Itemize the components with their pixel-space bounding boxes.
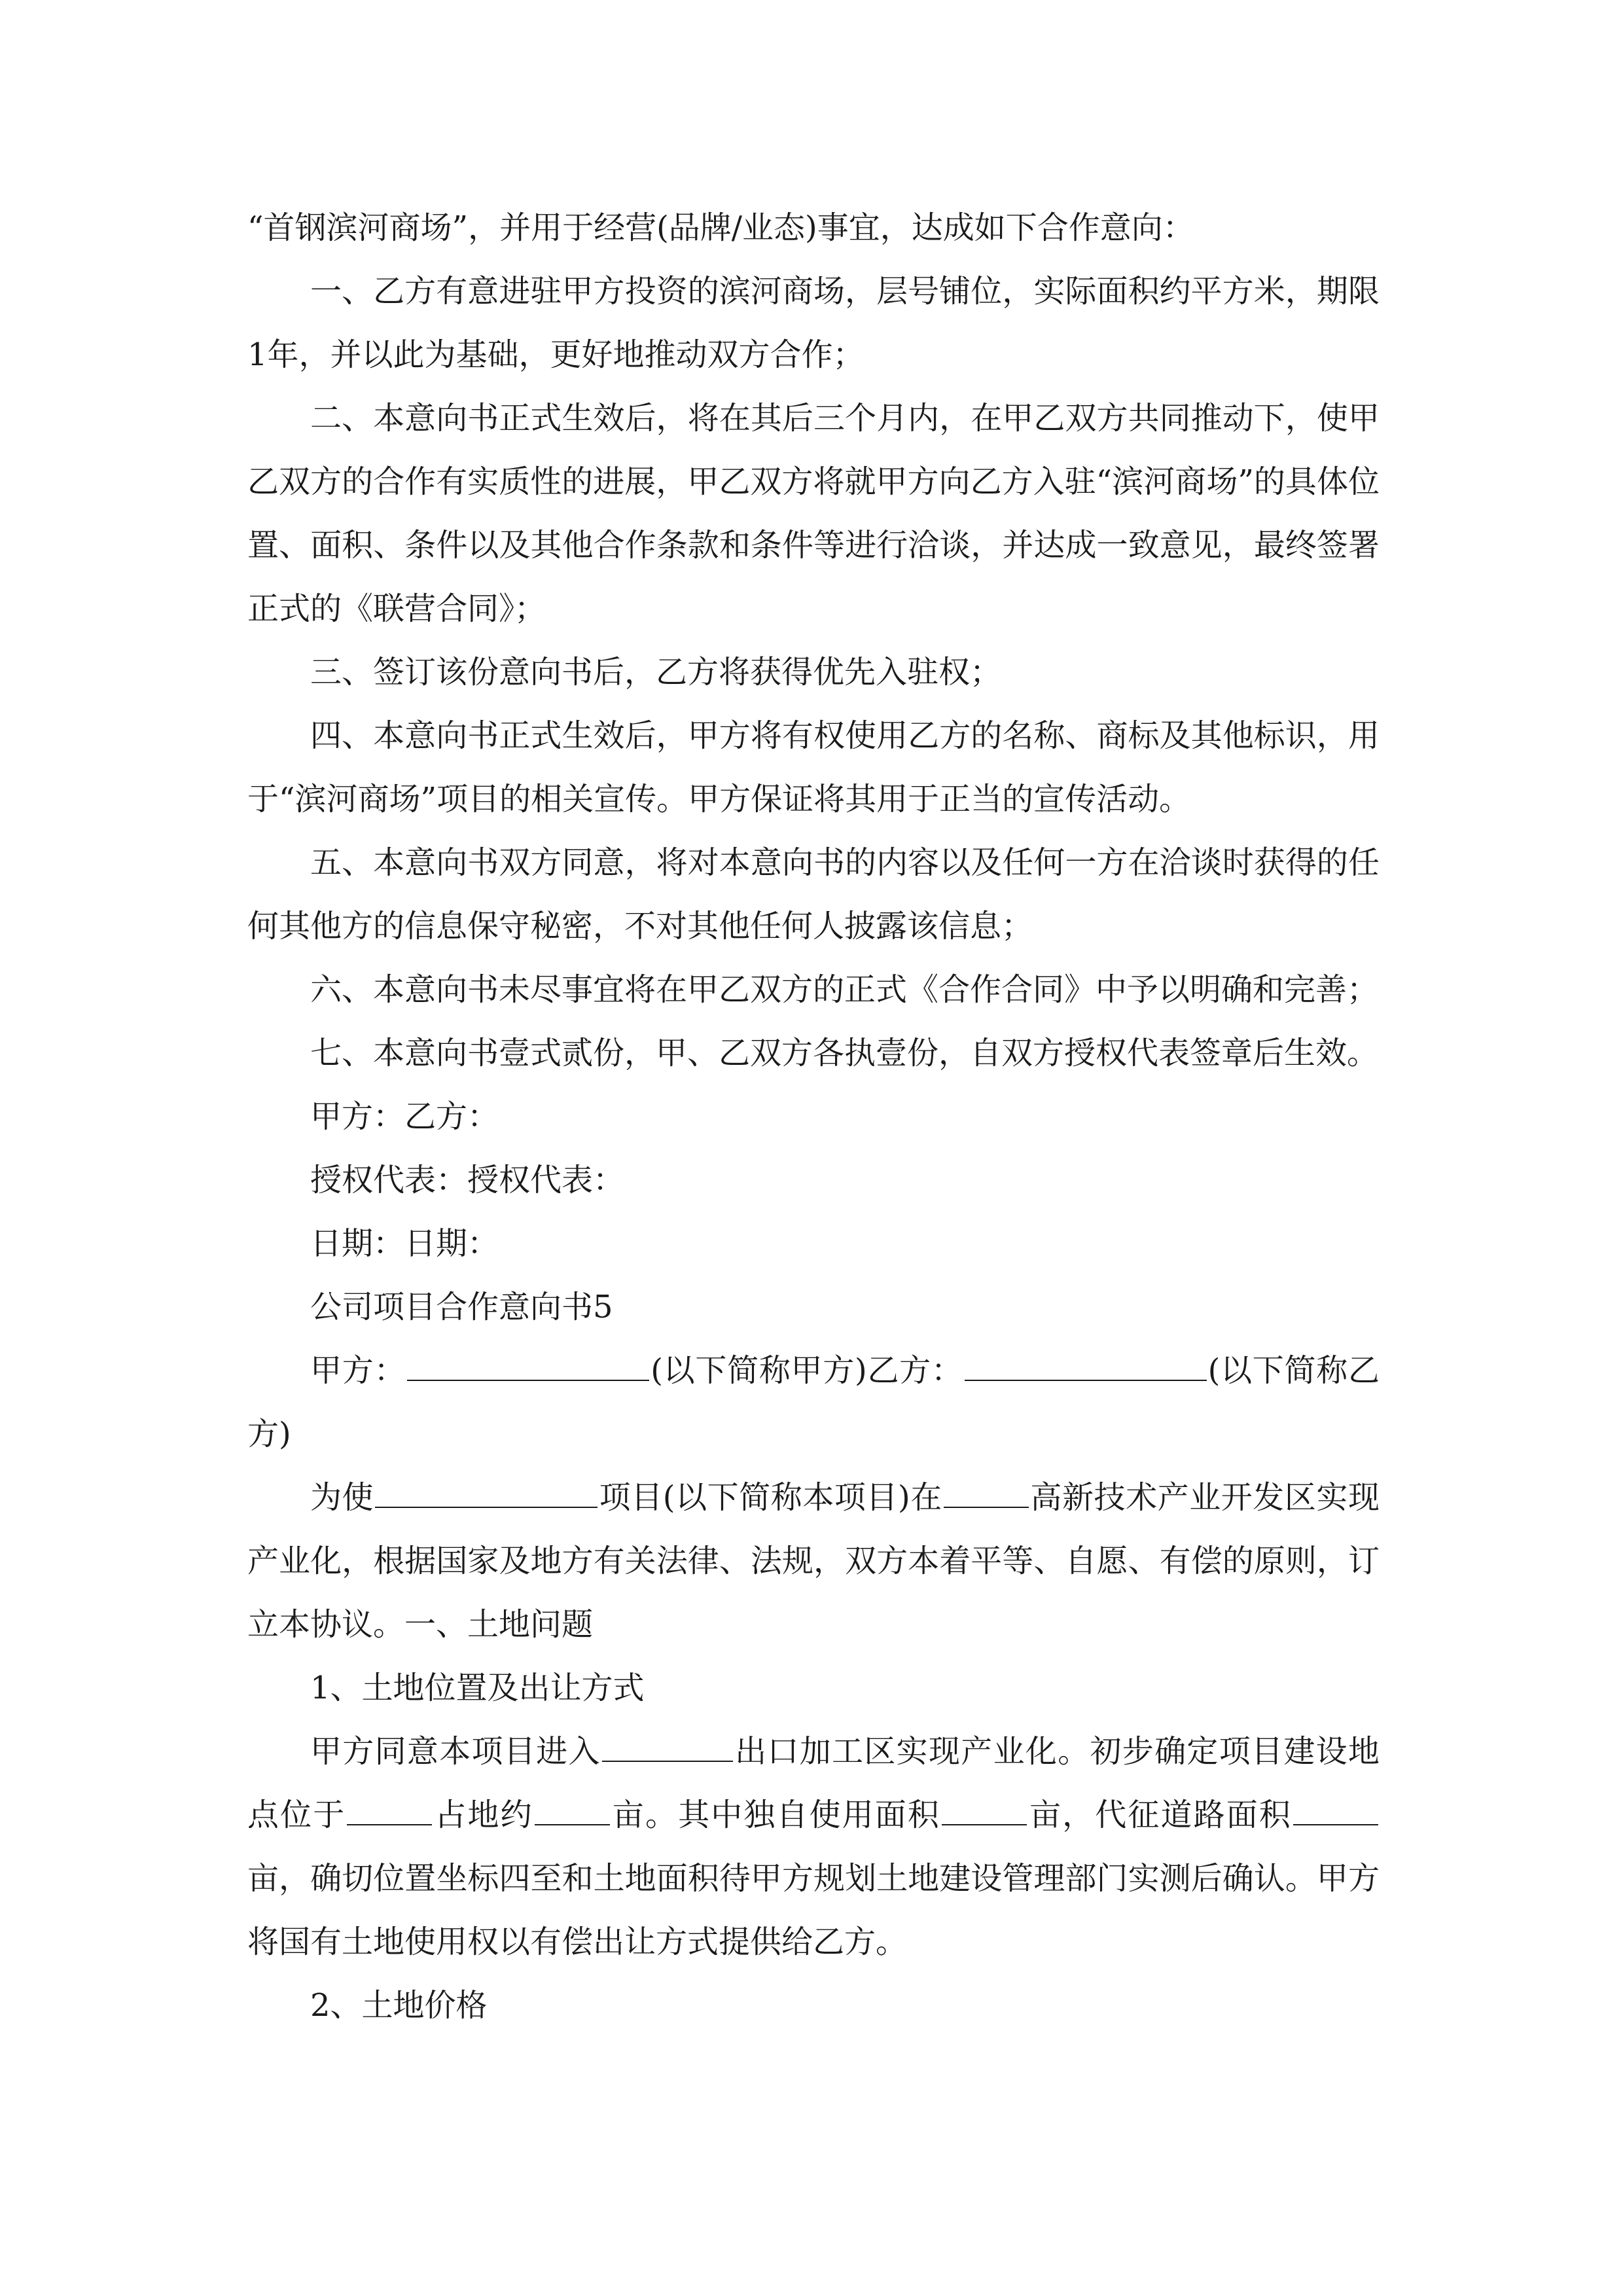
zone-blank: [602, 1734, 733, 1762]
project-name-blank: [375, 1480, 597, 1508]
purpose-prefix: 为使: [310, 1479, 374, 1516]
land-part-4: 亩。其中独自使用面积: [611, 1797, 940, 1833]
clause-6: 六、本意向书未尽事宜将在甲乙双方的正式《合作合同》中予以明确和完善；: [310, 971, 1379, 1008]
clause-1: 一、乙方有意进驻甲方投资的滨河商场，层号铺位，实际面积约平方米，期限1年，并以此为基础，更好地推动双方合作；: [247, 273, 1380, 373]
location-blank: [347, 1798, 432, 1825]
land-part-2: 出口加工区实现产业化。初步确定项目建设地点位于: [247, 1733, 1380, 1833]
party-b-suffix: (以下简称乙方): [247, 1352, 1380, 1452]
party-a-label: 甲方：: [310, 1352, 406, 1389]
signature-parties: 甲方：乙方：: [310, 1098, 499, 1135]
party-b-blank: [965, 1354, 1207, 1381]
land-paragraph: [247, 1720, 1380, 1974]
clause-7: 七、本意向书壹式贰份，甲、乙双方各执壹份，自双方授权代表签章后生效。: [310, 1035, 1379, 1071]
section-2-title: 2、土地价格: [310, 1987, 488, 2024]
land-part-1: 甲方同意本项目进入: [310, 1733, 601, 1770]
area-blank: [535, 1798, 610, 1825]
paragraph-intro: “首钢滨河商场”，并用于经营(品牌/业态)事宜，达成如下合作意向：: [247, 209, 1194, 246]
purpose-suffix: 高新技术产业开发区实现产业化，根据国家及地方有关法律、法规，双方本着平等、自愿、有偿的原则，订立本协议。一、土地问题: [247, 1479, 1380, 1643]
clause-2: 二、本意向书正式生效后，将在其后三个月内，在甲乙双方共同推动下，使甲乙双方的合作有实质性的进展，甲乙双方将就甲方向乙方入驻“滨河商场”的具体位置、面积、条件以及其他合作条款和条件等进行洽谈，并达成一致意见，最终签署正式的《联营合同》；: [247, 400, 1380, 627]
land-part-3: 占地约: [433, 1797, 533, 1833]
signature-representatives: 授权代表：授权代表：: [310, 1162, 625, 1198]
section-1-title: 1、土地位置及出让方式: [310, 1670, 645, 1706]
party-line: [247, 1339, 1380, 1466]
section-heading-document-5: 公司项目合作意向书5: [310, 1289, 613, 1325]
clause-5: 五、本意向书双方同意，将对本意向书的内容以及任何一方在洽谈时获得的任何其他方的信息保守秘密，不对其他任何人披露该信息；: [247, 844, 1380, 944]
exclusive-area-blank: [942, 1798, 1027, 1825]
purpose-mid: 项目(以下简称本项目)在: [599, 1479, 942, 1516]
clause-4: 四、本意向书正式生效后，甲方将有权使用乙方的名称、商标及其他标识，用于“滨河商场”项目的相关宣传。甲方保证将其用于正当的宣传活动。: [247, 717, 1380, 817]
signature-dates: 日期：日期：: [310, 1225, 499, 1262]
road-area-blank: [1293, 1798, 1378, 1825]
clause-3: 三、签订该份意向书后，乙方将获得优先入驻权；: [310, 654, 1002, 691]
zone-name-blank: [944, 1480, 1029, 1508]
land-part-5: 亩，代征道路面积: [1027, 1797, 1292, 1833]
party-a-suffix: (以下简称甲方)乙方：: [651, 1352, 963, 1389]
purpose-paragraph: [247, 1466, 1380, 1657]
document-page: [247, 196, 1380, 2037]
land-part-6: 亩，确切位置坐标四至和土地面积待甲方规划土地建设管理部门实测后确认。甲方将国有土地使用权以有偿出让方式提供给乙方。: [247, 1860, 1380, 1960]
party-a-blank: [407, 1354, 649, 1381]
